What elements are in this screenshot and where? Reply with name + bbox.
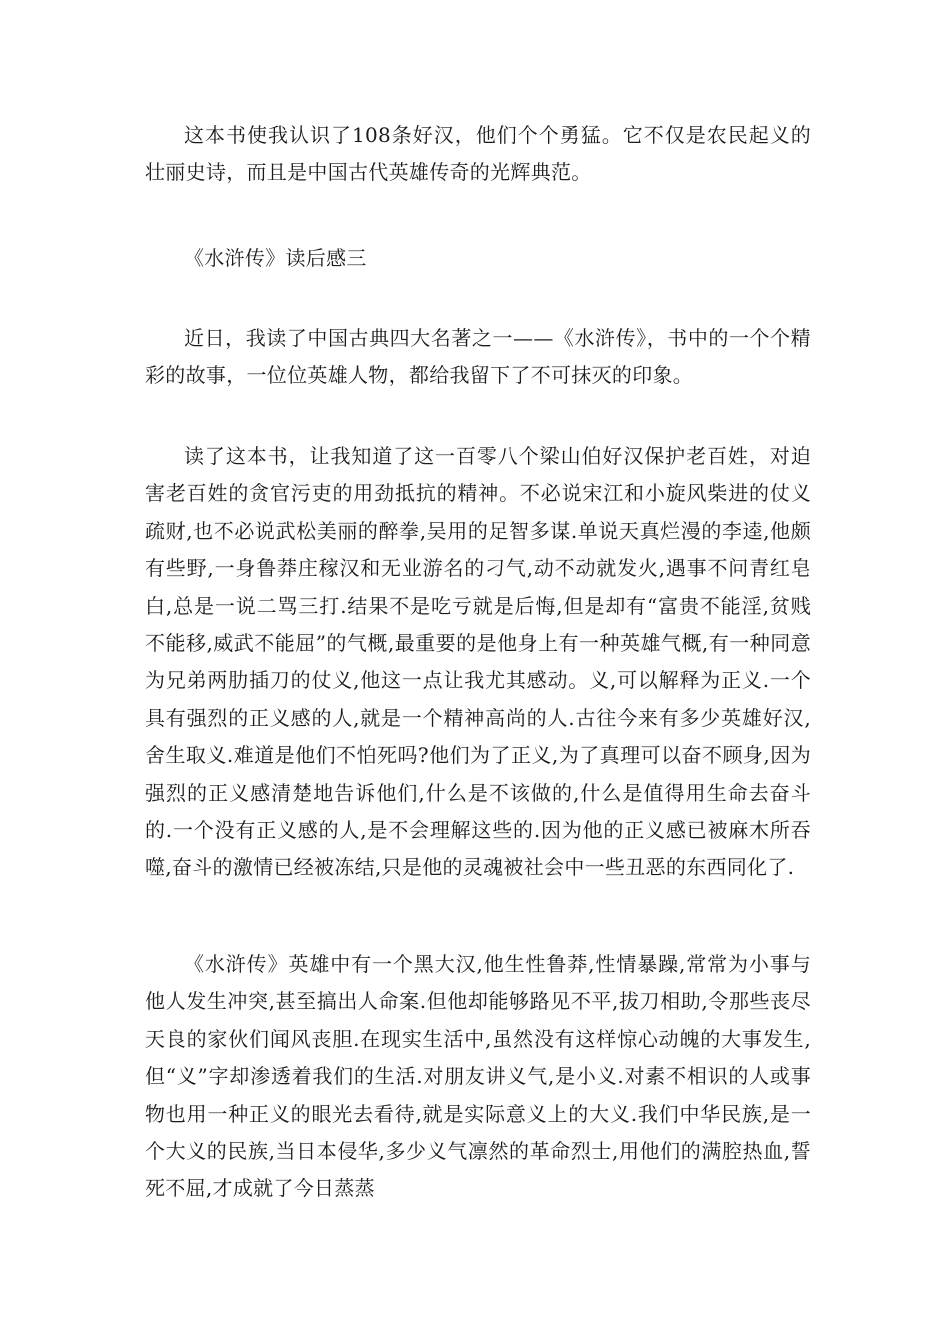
body-paragraph: 这本书使我认识了108条好汉，他们个个勇猛。它不仅是农民起义的壮丽史诗，而且是中国古代英雄传奇的光辉典范。 xyxy=(145,123,811,185)
section-heading: 《水浒传》读后感三 xyxy=(184,246,367,270)
body-paragraph: 近日，我读了中国古典四大名著之一——《水浒传》，书中的一个个精彩的故事，一位位英雄人物，都给我留下了不可抹灭的印象。 xyxy=(145,326,811,388)
body-paragraph: 《水浒传》英雄中有一个黑大汉,他生性鲁莽,性情暴躁,常常为小事与他人发生冲突,甚至搞出人命案.但他却能够路见不平,拔刀相助,令那些丧尽天良的家伙们闻风丧胆.在现实生活中,虽然没有这样惊心动魄的大事发生,但“义”字却渗透着我们的生活.对朋友讲义气,是小义.对素不相识的人或事物也用一种正义的眼光去看待,就是实际意义上的大义.我们中华民族,是一个大义的民族,当日本侵华,多少义气凛然的革命烈士,用他们的满腔热血,誓死不屈,才成就了今日蒸蒸 xyxy=(145,952,811,1201)
body-paragraph: 读了这本书，让我知道了这一百零八个梁山伯好汉保护老百姓，对迫害老百姓的贪官污吏的用劲抵抗的精神。不必说宋江和小旋风柴进的仗义疏财,也不必说武松美丽的醉拳,吴用的足智多谋.单说天真烂漫的李逵,他颇有些野,一身鲁莽庄稼汉和无业游名的刁气,动不动就发火,遇事不问青红皂白,总是一说二骂三打.结果不是吃亏就是后悔,但是却有“富贵不能淫,贫贱不能移,威武不能屈”的气概,最重要的是他身上有一种英雄气概,有一种同意为兄弟两肋插刀的仗义,他这一点让我尤其感动。义,可以解释为正义.一个具有强烈的正义感的人,就是一个精神高尚的人.古往今来有多少英雄好汉,舍生取义.难道是他们不怕死吗?他们为了正义,为了真理可以奋不顾身,因为强烈的正义感清楚地告诉他们,什么是不该做的,什么是值得用生命去奋斗的.一个没有正义感的人,是不会理解这些的.因为他的正义感已被麻木所吞噬,奋斗的激情已经被冻结,只是他的灵魂被社会中一些丑恶的东西同化了. xyxy=(145,444,811,880)
